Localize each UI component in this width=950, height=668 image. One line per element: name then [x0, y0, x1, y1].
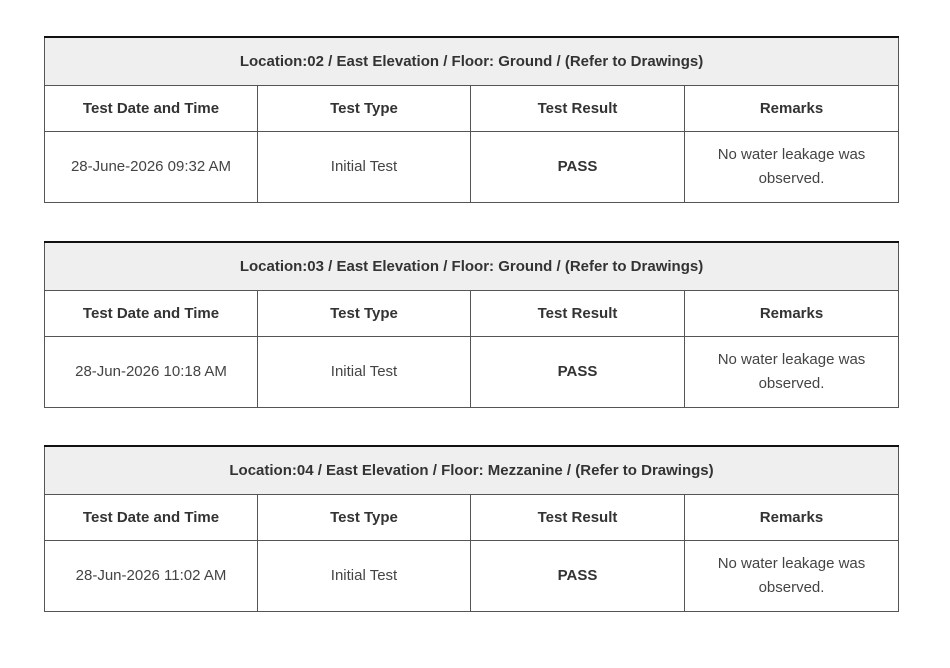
remarks-cell: No water leakage was observed.: [685, 336, 899, 407]
table-header-row: [45, 85, 899, 131]
test-date-cell: 28-Jun-2026 11:02 AM: [45, 540, 258, 611]
location-title: Location:02 / East Elevation / Floor: Ground / (Refer to Drawings): [45, 37, 899, 85]
header-test-date-and-time: Test Date and Time: [45, 290, 258, 336]
header-test-result: Test Result: [471, 85, 685, 131]
test-result-cell: PASS: [471, 336, 685, 407]
header-remarks: Remarks: [685, 290, 899, 336]
header-test-type: Test Type: [258, 290, 471, 336]
table-title-row: [45, 446, 899, 494]
header-test-type: Test Type: [258, 494, 471, 540]
location-title: Location:04 / East Elevation / Floor: Mezzanine / (Refer to Drawings): [45, 446, 899, 494]
table-header-row: [45, 494, 899, 540]
table-row: [45, 540, 899, 611]
table-title-row: [45, 242, 899, 290]
test-type-cell: Initial Test: [258, 540, 471, 611]
header-test-result: Test Result: [471, 290, 685, 336]
header-test-date-and-time: Test Date and Time: [45, 494, 258, 540]
test-result-cell: PASS: [471, 131, 685, 202]
header-test-date-and-time: Test Date and Time: [45, 85, 258, 131]
table-header-row: [45, 290, 899, 336]
header-test-type: Test Type: [258, 85, 471, 131]
remarks-cell: No water leakage was observed.: [685, 131, 899, 202]
table-row: [45, 131, 899, 202]
table-title-row: [45, 37, 899, 85]
table-row: [45, 336, 899, 407]
test-record-table-location-03: [44, 241, 899, 408]
remarks-cell: No water leakage was observed.: [685, 540, 899, 611]
header-remarks: Remarks: [685, 494, 899, 540]
test-date-cell: 28-Jun-2026 10:18 AM: [45, 336, 258, 407]
test-date-cell: 28-June-2026 09:32 AM: [45, 131, 258, 202]
header-remarks: Remarks: [685, 85, 899, 131]
test-record-table-location-02: [44, 36, 899, 203]
test-type-cell: Initial Test: [258, 131, 471, 202]
test-type-cell: Initial Test: [258, 336, 471, 407]
test-record-table-location-04: [44, 445, 899, 612]
test-result-cell: PASS: [471, 540, 685, 611]
location-title: Location:03 / East Elevation / Floor: Ground / (Refer to Drawings): [45, 242, 899, 290]
header-test-result: Test Result: [471, 494, 685, 540]
